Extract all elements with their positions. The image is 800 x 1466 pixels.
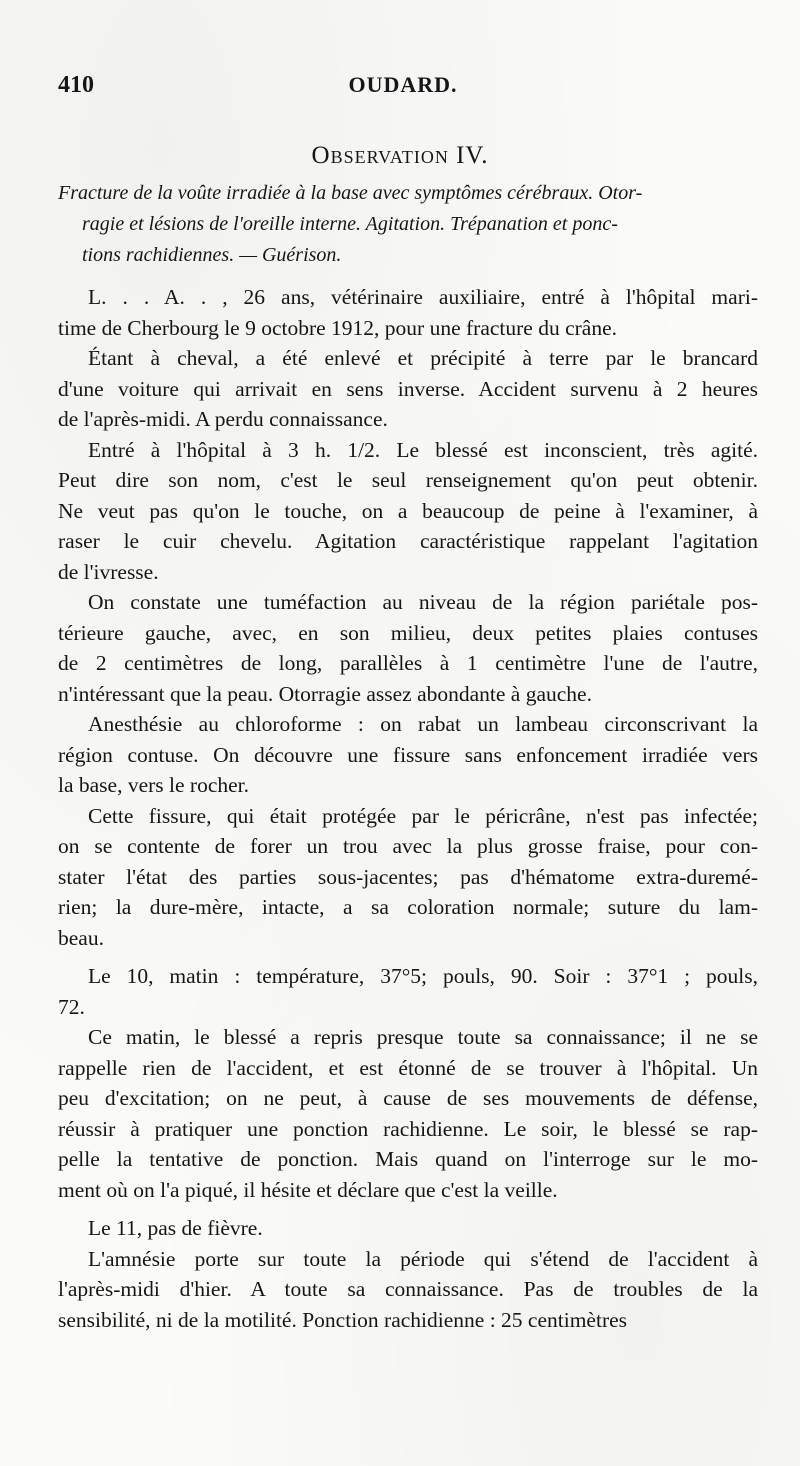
text-line: région contuse. On découvre une fissure sans enfoncement irradiée vers bbox=[58, 742, 758, 767]
text-line: térieure gauche, avec, en son milieu, deux petites plaies contuses bbox=[58, 620, 758, 645]
subtitle-line: tions rachidiennes. — Guérison. bbox=[82, 244, 342, 266]
text-line: n'intéressant que la peau. Otorragie assez abondante à gauche. bbox=[58, 681, 592, 706]
text-line: d'une voiture qui arrivait en sens inverse. Accident survenu à 2 heures bbox=[58, 376, 758, 401]
paragraph bbox=[58, 282, 758, 343]
text-line: rappelle rien de l'accident, et est étonné de se trouver à l'hôpital. Un bbox=[58, 1055, 758, 1080]
paragraph bbox=[58, 1244, 758, 1336]
text-line: Ce matin, le blessé a repris presque toute sa connaissance; il ne se bbox=[88, 1025, 758, 1049]
text-line: réussir à pratiquer une ponction rachidienne. Le soir, le blessé se rap- bbox=[58, 1116, 758, 1141]
text-line: L'amnésie porte sur toute la période qui s'étend de l'accident à bbox=[88, 1246, 758, 1271]
text-line: Le 11, pas de fièvre. bbox=[88, 1216, 263, 1240]
paragraph bbox=[58, 435, 758, 588]
running-header bbox=[58, 72, 748, 104]
text-line: l'après-midi d'hier. A toute sa connaissance. Pas de troubles de la bbox=[58, 1277, 758, 1301]
paragraph bbox=[58, 709, 758, 801]
text-line: Entré à l'hôpital à 3 h. 1/2. Le blessé est inconscient, très agité. bbox=[88, 437, 758, 462]
text-line: la base, vers le rocher. bbox=[58, 773, 250, 797]
observation-heading: Observation IV. bbox=[311, 142, 489, 169]
text-line: rien; la dure-mère, intacte, a sa coloration normale; suture du lam- bbox=[58, 895, 758, 919]
text-line: pelle la tentative de ponction. Mais quand on l'interroge sur le mo- bbox=[58, 1147, 758, 1171]
text-line: Peut dire son nom, c'est le seul renseignement qu'on peut obtenir. bbox=[58, 468, 758, 492]
text-line: de l'après-midi. A perdu connaissance. bbox=[58, 407, 388, 431]
text-line: L. . . A. . , 26 ans, vétérinaire auxiliaire, entré à l'hôpital mari- bbox=[88, 285, 758, 309]
paragraph bbox=[58, 961, 758, 1022]
text-line: Étant à cheval, a été enlevé et précipité à terre par le brancard bbox=[88, 346, 758, 370]
text-line: on se contente de forer un trou avec la plus grosse fraise, pour con- bbox=[58, 834, 758, 858]
subtitle-line: Fracture de la voûte irradiée à la base avec symptômes cérébraux. Otor- bbox=[58, 182, 643, 204]
text-line: raser le cuir chevelu. Agitation caractéristique rappelant l'agitation bbox=[58, 529, 758, 553]
subtitle-line: ragie et lésions de l'oreille interne. Agitation. Trépanation et ponc- bbox=[82, 213, 618, 235]
text-line: On constate une tuméfaction au niveau de la région pariétale pos- bbox=[88, 590, 758, 614]
body-text bbox=[58, 282, 758, 1335]
text-line: time de Cherbourg le 9 octobre 1912, pour une fracture du crâne. bbox=[58, 315, 617, 340]
paragraph bbox=[58, 343, 758, 435]
paragraph bbox=[58, 587, 758, 709]
page-number: 410 bbox=[58, 72, 94, 98]
paragraph bbox=[58, 1213, 758, 1244]
text-line: de l'ivresse. bbox=[58, 559, 159, 584]
text-line: stater l'état des parties sous-jacentes; pas d'hématome extra-duremé- bbox=[58, 864, 758, 889]
paragraph bbox=[58, 1022, 758, 1205]
text-line: de 2 centimètres de long, parallèles à 1 centimètre l'une de l'autre, bbox=[58, 651, 758, 675]
observation-subtitle bbox=[58, 178, 770, 271]
text-line: 72. bbox=[58, 994, 85, 1019]
running-title: OUDARD. bbox=[348, 72, 458, 97]
paragraph bbox=[58, 801, 758, 954]
text-line: Cette fissure, qui était protégée par le péricrâne, n'est pas infectée; bbox=[88, 803, 758, 828]
text-line: beau. bbox=[58, 925, 104, 950]
text-line: sensibilité, ni de la motilité. Ponction rachidienne : 25 centimètres bbox=[58, 1307, 628, 1332]
text-line: peu d'excitation; on ne peut, à cause de ses mouvements de défense, bbox=[58, 1086, 758, 1110]
text-line: ment où on l'a piqué, il hésite et déclare que c'est la veille. bbox=[58, 1177, 558, 1202]
text-line: Anesthésie au chloroforme : on rabat un lambeau circonscrivant la bbox=[88, 712, 758, 736]
text-line: Ne veut pas qu'on le touche, on a beaucoup de peine à l'examiner, à bbox=[58, 498, 758, 523]
text-line: Le 10, matin : température, 37°5; pouls, 90. Soir : 37°1 ; pouls, bbox=[88, 964, 758, 988]
